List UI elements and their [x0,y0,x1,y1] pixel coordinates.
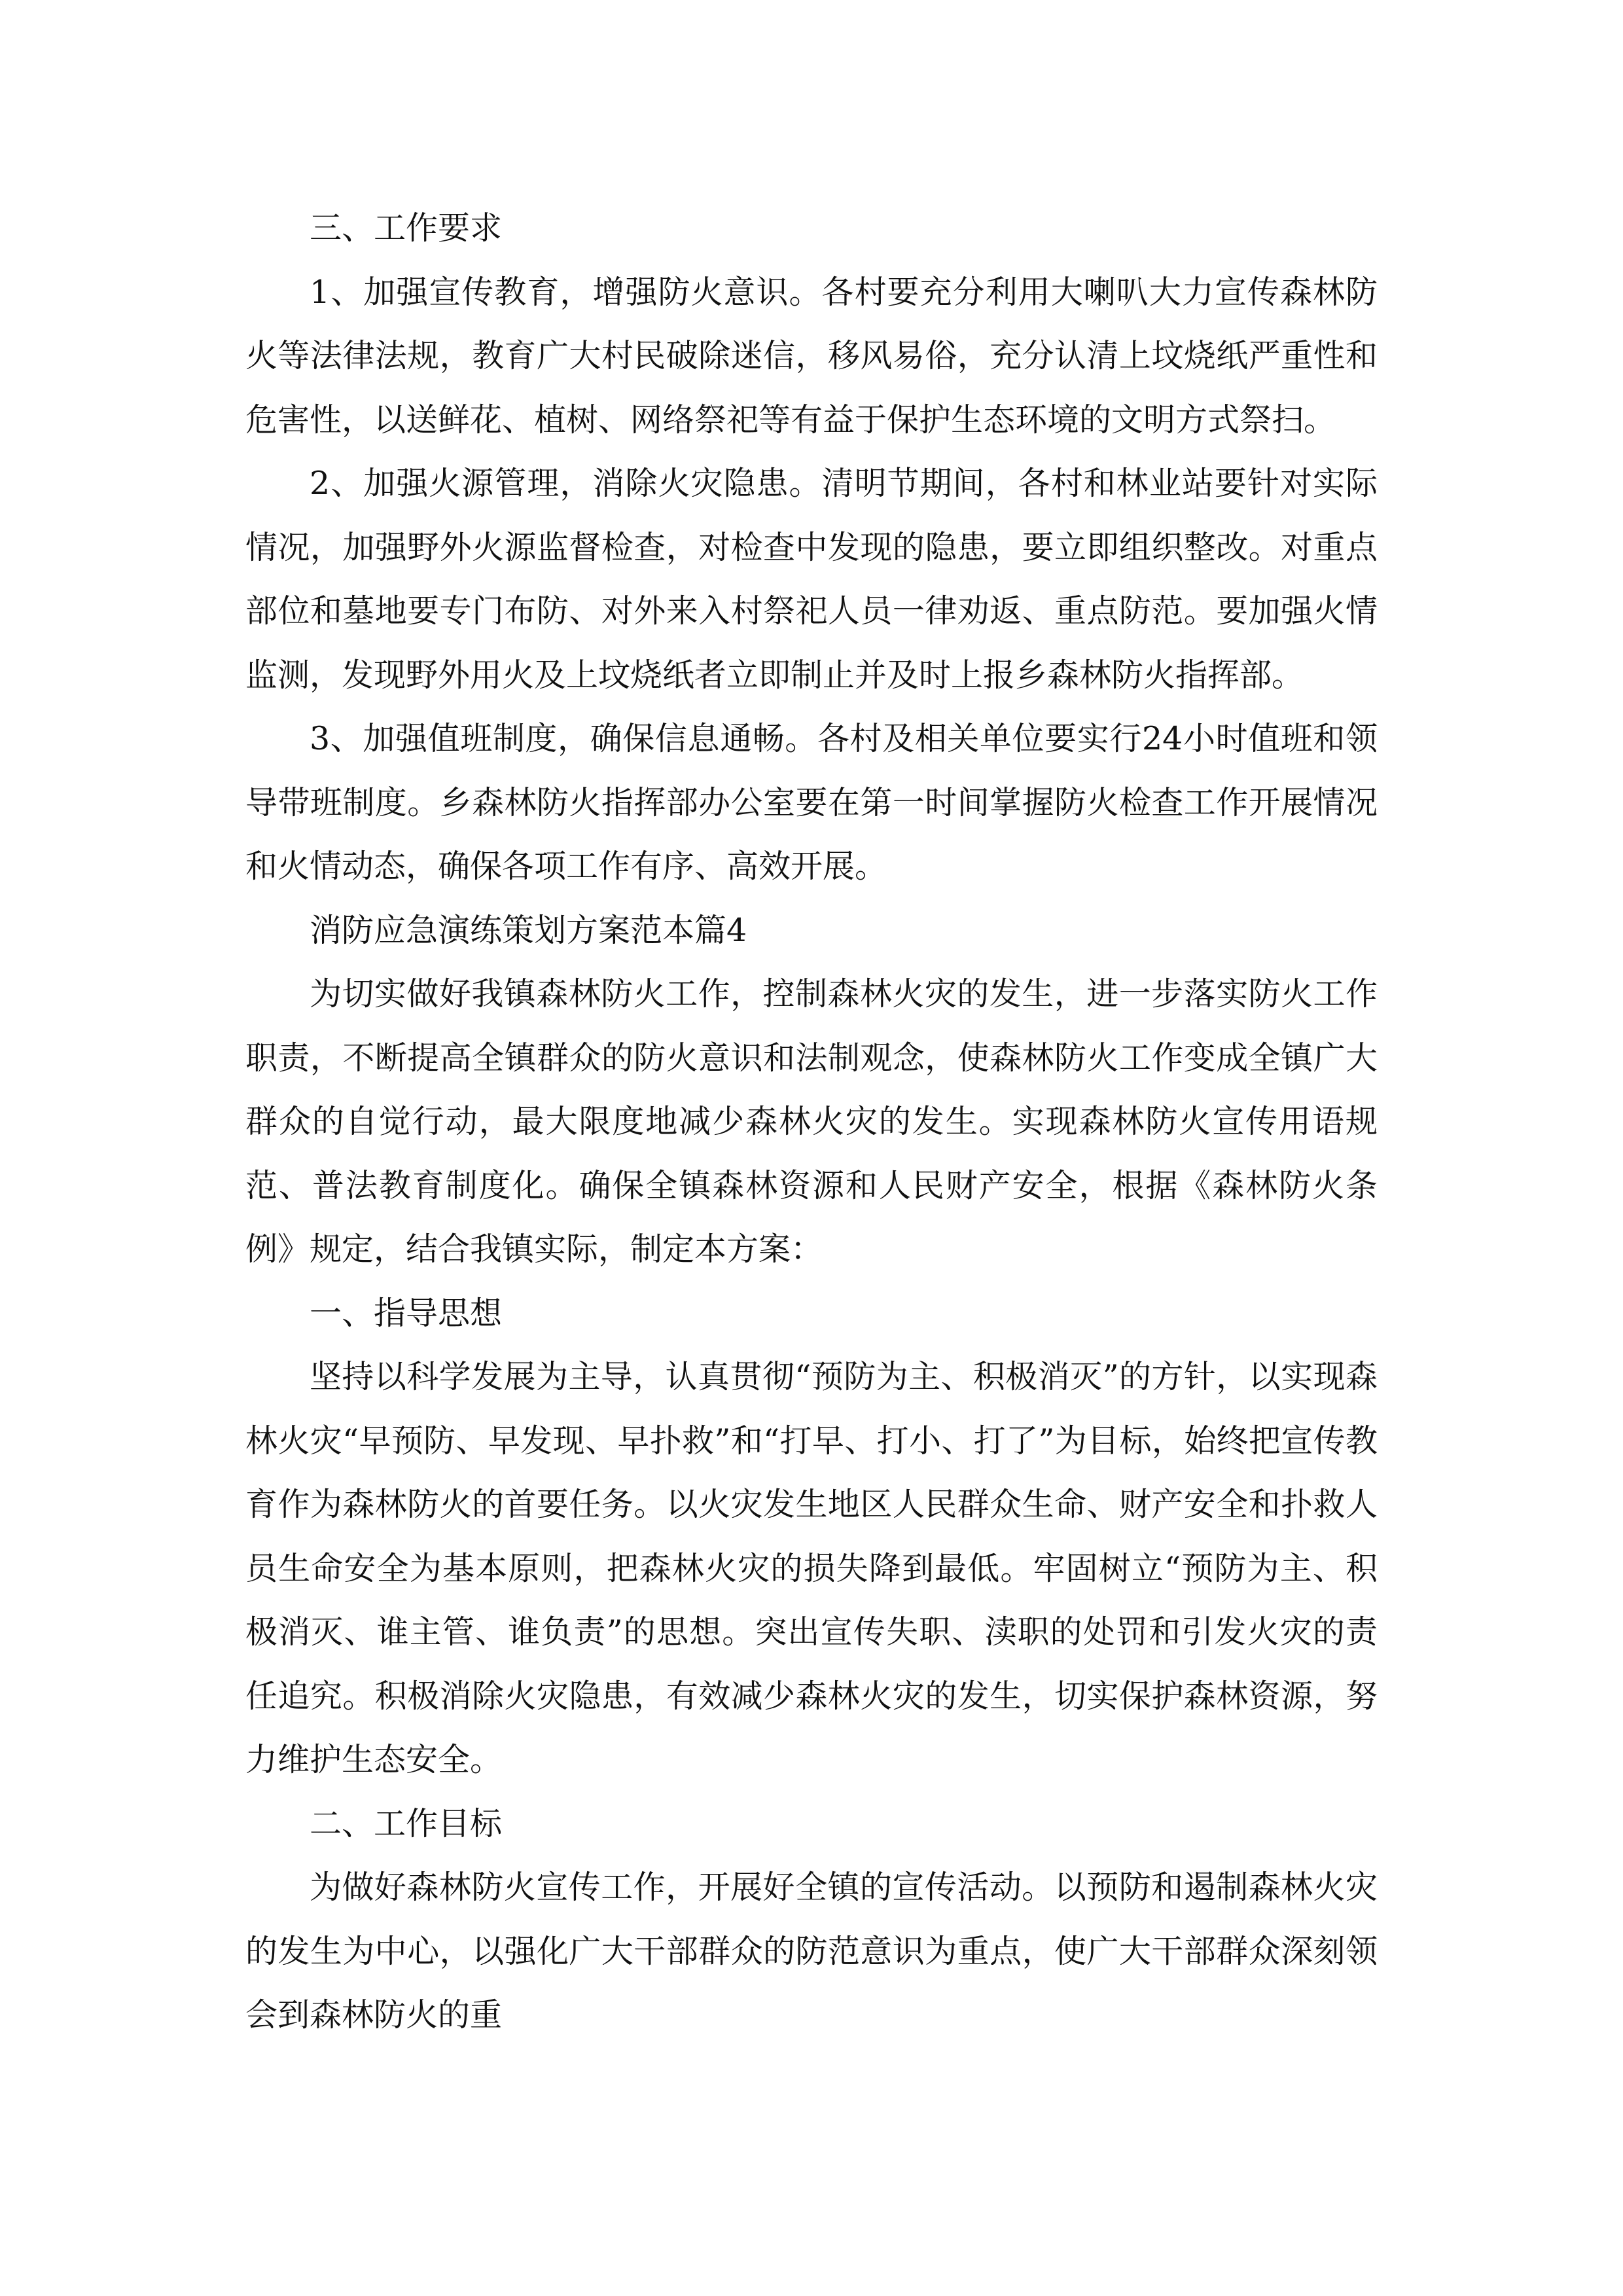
paragraph-fire-source-management: 2、加强火源管理，消除火灾隐患。清明节期间，各村和林业站要针对实际情况，加强野外火源监督检查，对检查中发现的隐患，要立即组织整改。对重点部位和墓地要专门布防、对外来入村祭祀人员一律劝返、重点防范。要加强火情监测，发现野外用火及上坟烧纸者立即制止并及时上报乡森林防火指挥部。 [245,465,1378,694]
document-title-part4: 消防应急演练策划方案范本篇4 [310,911,747,949]
paragraph-guiding-ideology: 坚持以科学发展为主导，认真贯彻“预防为主、积极消灭”的方针，以实现森林火灾“早预防、早发现、早扑救”和“打早、打小、打了”为目标，始终把宣传教育作为森林防火的首要任务。以火灾发生地区人民群众生命、财产安全和扑救人员生命安全为基本原则，把森林火灾的损失降到最低。牢固树立“预防为主、积极消灭、谁主管、谁负责”的思想。突出宣传失职、渎职的处罚和引发火灾的责任追究。积极消除火灾隐患，有效减少森林火灾的发生，切实保护森林资源，努力维护生态安全。 [245,1358,1378,1778]
paragraph-publicity-education: 1、加强宣传教育，增强防火意识。各村要充分利用大喇叭大力宣传森林防火等法律法规，教育广大村民破除迷信，移风易俗，充分认清上坟烧纸严重性和危害性，以送鲜花、植树、网络祭祀等有益于保护生态环境的文明方式祭扫。 [245,273,1378,439]
paragraph-duty-system: 3、加强值班制度，确保信息通畅。各村及相关单位要实行24小时值班和领导带班制度。乡森林防火指挥部办公室要在第一时间掌握防火检查工作开展情况和火情动态，确保各项工作有序、高效开展。 [245,720,1378,885]
section-heading-work-goals: 二、工作目标 [310,1804,503,1842]
paragraph-work-goals: 为做好森林防火宣传工作，开展好全镇的宣传活动。以预防和遏制森林火灾的发生为中心，以强化广大干部群众的防范意识为重点，使广大干部群众深刻领会到森林防火的重 [245,1869,1378,2034]
paragraph-introduction: 为切实做好我镇森林防火工作，控制森林火灾的发生，进一步落实防火工作职责，不断提高全镇群众的防火意识和法制观念，使森林防火工作变成全镇广大群众的自觉行动，最大限度地减少森林火灾的发生。实现森林防火宣传用语规范、普法教育制度化。确保全镇森林资源和人民财产安全，根据《森林防火条例》规定，结合我镇实际，制定本方案： [245,975,1378,1268]
document-body [245,196,1378,2047]
section-heading-guiding-ideology: 一、指导思想 [310,1294,503,1332]
section-heading-work-requirements: 三、工作要求 [310,209,503,247]
